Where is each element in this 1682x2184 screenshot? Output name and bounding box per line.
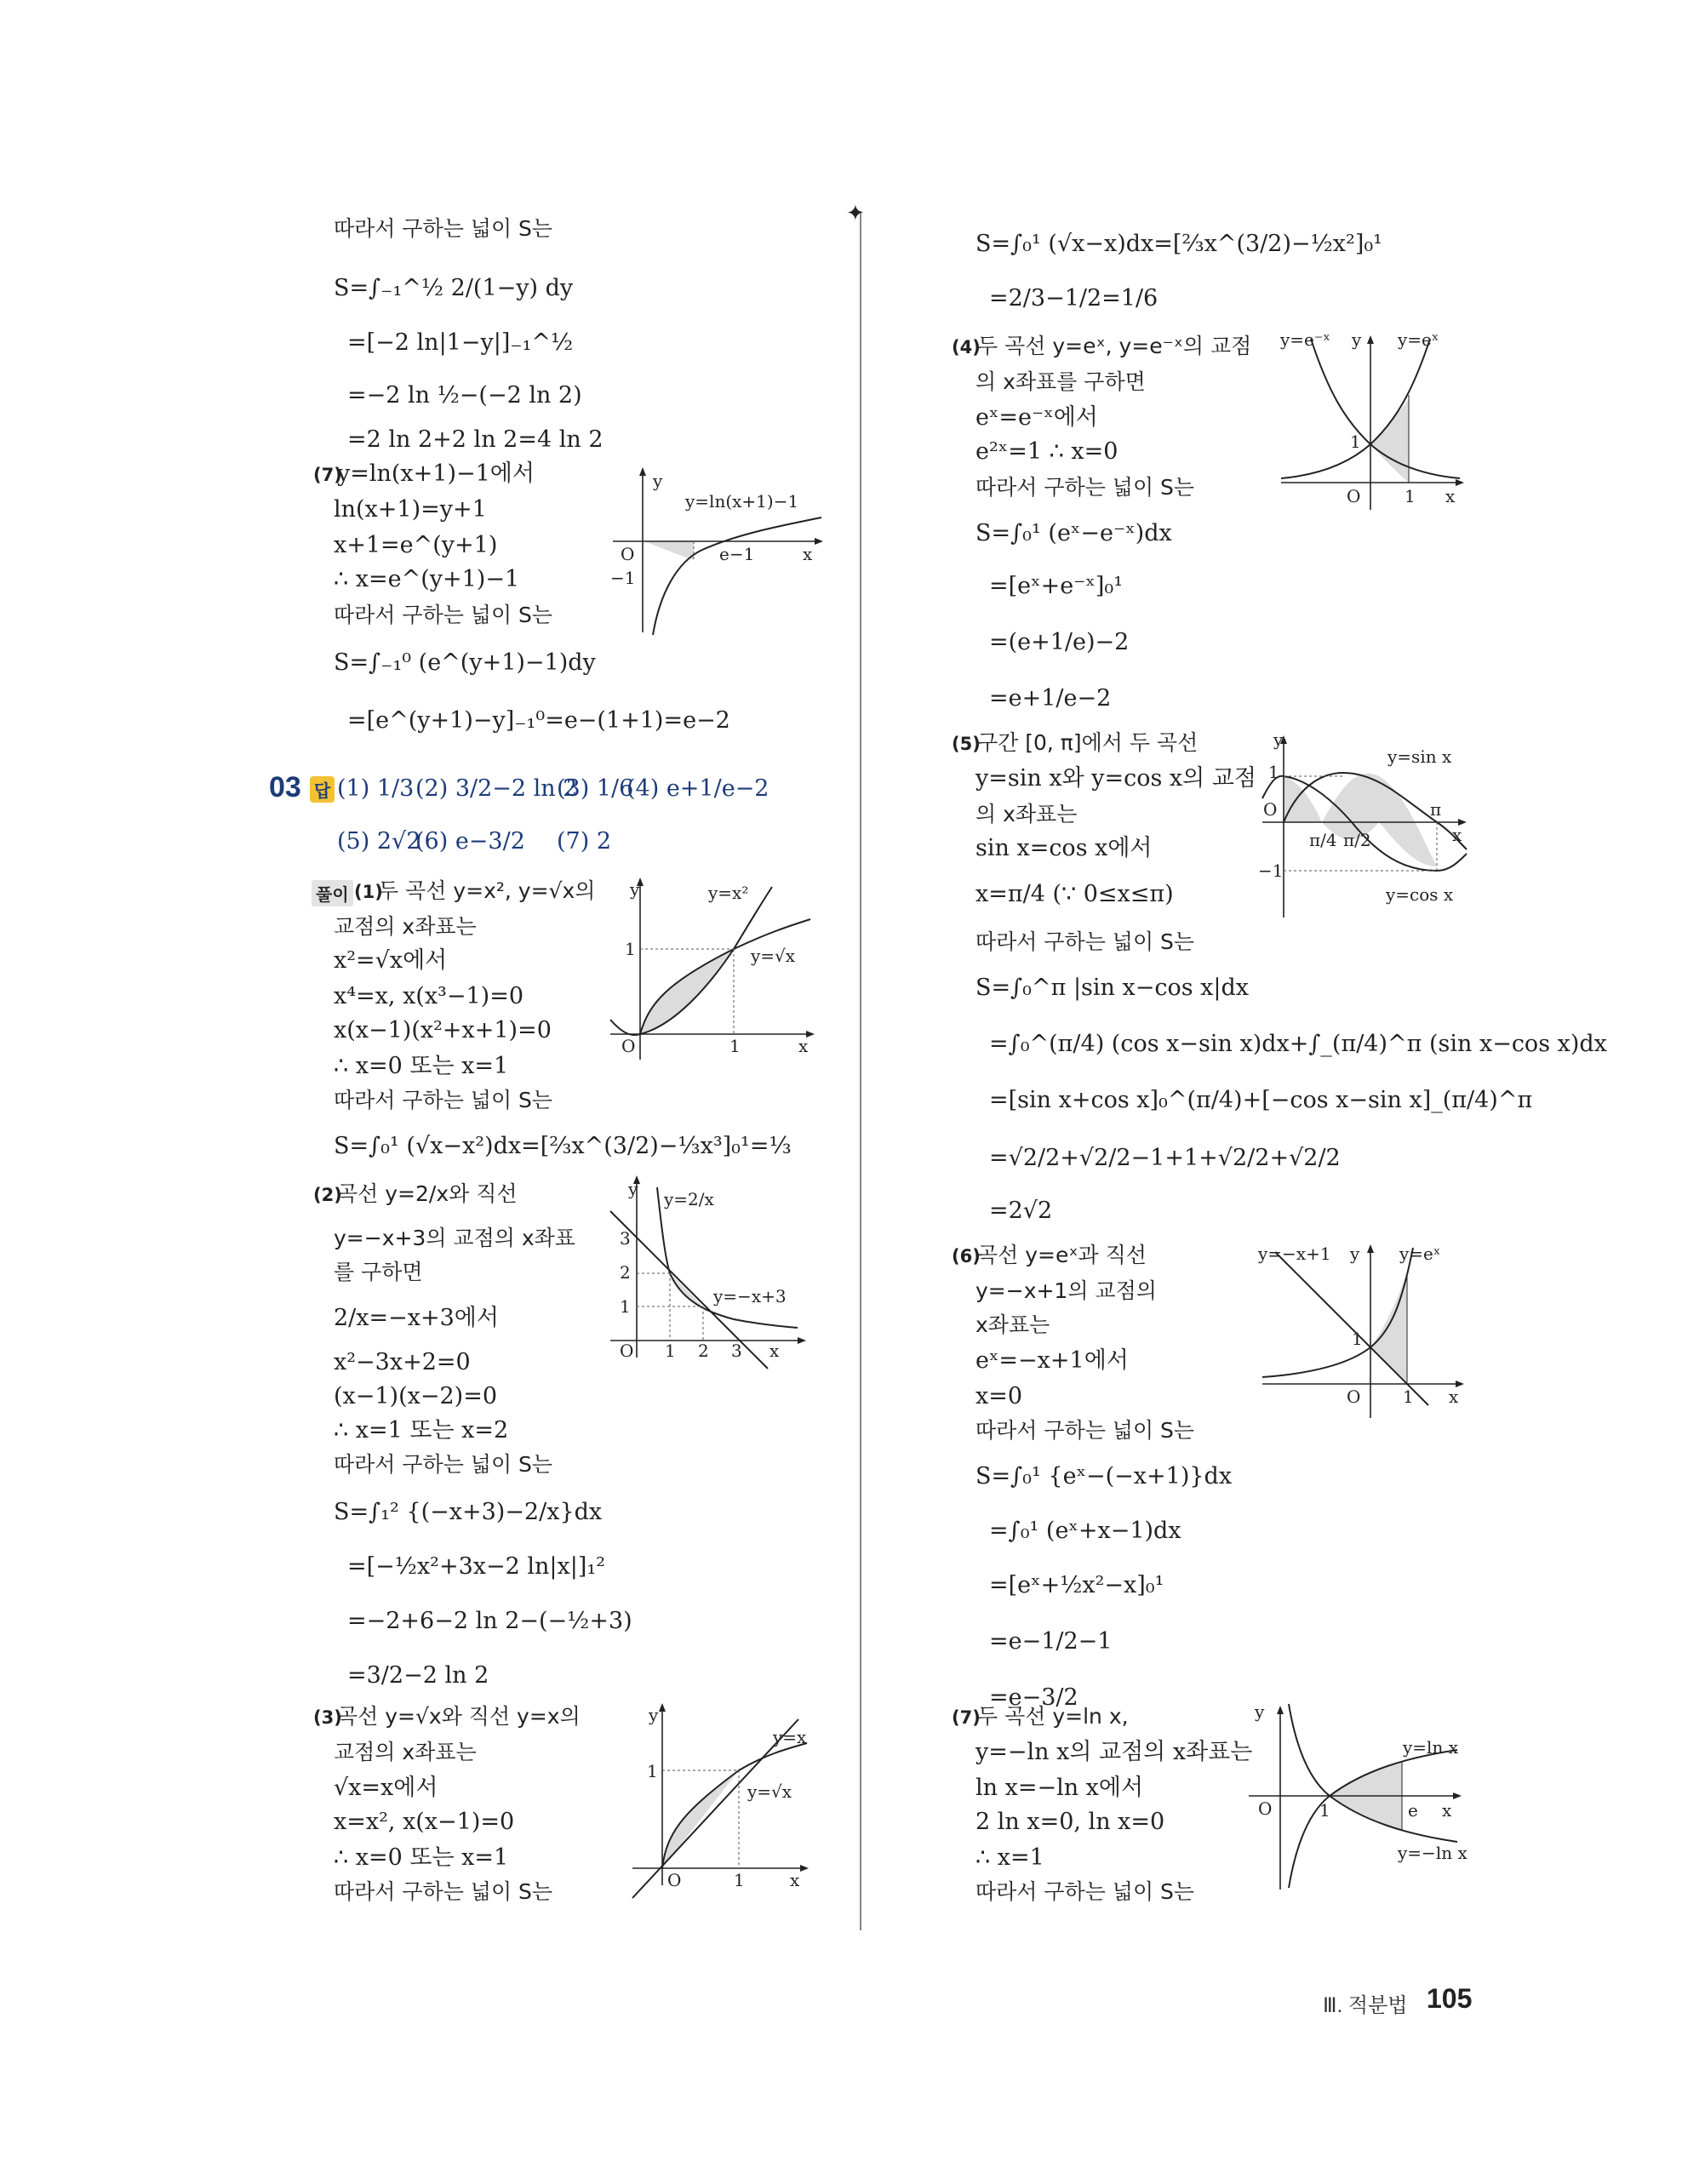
axis-label-y: y [653,471,663,491]
part-label: (4) [952,337,981,357]
formula-line: 2/x=−x+3에서 [334,1305,499,1331]
part-label: (7) [952,1707,981,1728]
tick-label: 1 [620,1296,631,1317]
graph-exp [1277,327,1473,523]
page-number: 105 [1427,1983,1473,2014]
formula-line: =[−2 ln|1−y|]₋₁^½ [347,329,574,356]
curve-label: y=2/x [664,1189,714,1209]
formula-line: eˣ=−x+1에서 [975,1347,1129,1374]
text-line: 따라서 구하는 넓이 S는 [975,929,1195,954]
question-number: 03 [269,771,301,803]
text-line: y=−x+1의 교점의 [975,1278,1157,1303]
axis-label-x: x [803,544,813,564]
formula-line: ∴ x=0 또는 x=1 [334,1844,509,1871]
text-line: 두 곡선 y=eˣ, y=e⁻ˣ의 교점 [977,334,1252,358]
part-label: (1) [354,882,383,902]
tick-label: 1 [734,1870,745,1890]
formula-line: =2√2 [989,1198,1053,1224]
axis-label-y: y [628,1179,638,1199]
formula-line: x(x−1)(x²+x+1)=0 [334,1017,552,1043]
text-line: 곡선 y=2/x와 직선 [337,1181,518,1206]
origin-label: O [1258,1798,1273,1819]
formula-line: x+1=e^(y+1) [334,532,498,558]
formula-line: =−2+6−2 ln 2−(−½+3) [347,1608,632,1634]
tick-label: 2 [620,1262,631,1283]
graph-ln-negln [1244,1702,1466,1898]
formula-line: =e−1/2−1 [989,1628,1113,1655]
curve-label: y=eˣ [1398,329,1439,350]
formula-line: x=x², x(x−1)=0 [334,1809,515,1835]
solution-badge: 풀이 [312,880,353,906]
curve-label: y=√x [751,946,796,966]
answer-item: (3) 1/6 [557,775,634,802]
formula-line: =∫₀¹ (eˣ+x−1)dx [989,1518,1181,1544]
axis-label-y: y [1255,1701,1265,1722]
formula-line: x⁴=x, x(x³−1)=0 [334,983,524,1009]
origin-label: O [1347,486,1361,506]
origin-label: O [621,1036,636,1056]
tick-label: 3 [731,1341,742,1361]
line-label: y=−x+1 [1258,1244,1331,1264]
text-line: 따라서 구하는 넓이 S는 [975,475,1195,500]
text-line: y=−x+3의 교점의 x좌표 [334,1226,575,1250]
axis-label-x: x [1449,1386,1459,1407]
part-label: (6) [952,1246,981,1266]
formula-line: S=∫₁² {(−x+3)−2/x}dx [334,1499,603,1525]
origin-label: O [1263,799,1278,820]
text-line: 교점의 x좌표는 [334,914,477,939]
formula-line: =2/3−1/2=1/6 [989,285,1159,312]
tick-label: 1 [625,939,636,959]
axis-label-x: x [1452,825,1462,845]
tick-label: 1 [1403,1386,1414,1407]
part-label: (5) [952,734,981,754]
text-line: 의 x좌표를 구하면 [975,369,1146,394]
formula-line: ln(x+1)=y+1 [334,496,487,523]
formula-line: sin x=cos x에서 [975,835,1153,861]
text-line: 따라서 구하는 넓이 S는 [334,1452,553,1477]
tick-label: π/4 [1309,830,1337,850]
axis-label-x: x [769,1341,780,1361]
formula-line: ∴ x=0 또는 x=1 [334,1053,509,1079]
tick-label: 1 [665,1341,676,1361]
formula-line: S=∫₀¹ (eˣ−e⁻ˣ)dx [975,520,1172,546]
formula-line: 2 ln x=0, ln x=0 [975,1809,1165,1835]
curve-label: y=ln(x+1)−1 [685,491,799,512]
axis-label-y: y [630,879,640,900]
curve-label: y=cos x [1386,884,1454,905]
formula-line: y=−ln x의 교점의 x좌표는 [975,1739,1253,1765]
formula-line: y=sin x와 y=cos x의 교점 [975,765,1256,792]
origin-label: O [620,1341,634,1361]
formula-line: S=∫₀¹ (√x−x)dx=[⅔x^(3/2)−½x²]₀¹ [975,231,1382,257]
text-line: 따라서 구하는 넓이 S는 [334,1879,553,1904]
text-line: 따라서 구하는 넓이 S는 [334,1088,553,1112]
tick-label: 1 [1319,1800,1330,1821]
formula-line: S=∫₀^π |sin x−cos x|dx [975,975,1250,1001]
part-label: (2) [313,1185,342,1205]
curve-label: y=−ln x [1398,1843,1467,1863]
text-line: 두 곡선 y=ln x, [977,1704,1129,1729]
formula-line: =[−½x²+3x−2 ln|x|]₁² [347,1553,606,1580]
answer-badge: 답 [310,776,335,803]
line-label: y=x [773,1727,807,1747]
formula-line: =3/2−2 ln 2 [347,1662,489,1689]
formula-line: x²=√x에서 [334,947,448,974]
graph-sqrtx-x [628,1702,815,1890]
formula-line: S=∫₀¹ (√x−x²)dx=[⅔x^(3/2)−⅓x³]₀¹=⅓ [334,1133,792,1159]
curve-label: y=x² [708,883,749,903]
answer-item: (4) e+1/e−2 [626,775,769,802]
text-line: 곡선 y=eˣ과 직선 [977,1243,1147,1267]
graph-sin-cos [1258,730,1471,926]
answer-item: (5) 2√2 [337,828,421,855]
origin-label: O [667,1870,682,1890]
tick-label: 1 [1405,486,1416,506]
tick-label: 1 [647,1761,658,1781]
curve-label: y=√x [747,1781,792,1802]
answer-item: (2) 3/2−2 ln 2 [415,775,578,802]
formula-line: S=∫₋₁^½ 2/(1−y) dy [334,275,574,301]
tick-label: −1 [610,568,636,588]
chapter-label: Ⅲ. 적분법 [1323,1994,1408,2017]
text-line: 교점의 x좌표는 [334,1740,477,1764]
axis-label-x: x [1442,1800,1452,1821]
axis-label-x: x [798,1036,809,1056]
tick-label: π/2 [1343,830,1371,850]
axis-label-y: y [649,1705,659,1725]
curve-label: y=eˣ [1399,1244,1441,1264]
axis-label-y: y [1273,729,1284,750]
text-line: 구간 [0, π]에서 두 곡선 [977,730,1199,755]
answer-item: (7) 2 [557,828,612,855]
formula-line: =−2 ln ½−(−2 ln 2) [347,382,582,409]
text-line: x좌표는 [975,1312,1050,1337]
formula-line: =[eˣ+½x²−x]₀¹ [989,1572,1164,1598]
formula-line: x=0 [975,1383,1023,1409]
formula-line: =[eˣ+e⁻ˣ]₀¹ [989,573,1124,599]
formula-line: e²ˣ=1 ∴ x=0 [975,438,1118,465]
formula-line: eˣ=e⁻ˣ에서 [975,404,1098,431]
text-line: 따라서 구하는 넓이 S는 [975,1418,1195,1443]
formula-line: S=∫₀¹ {eˣ−(−x+1)}dx [975,1463,1233,1489]
formula-line: =e−3/2 [989,1684,1078,1711]
tick-label: 1 [1352,1329,1363,1349]
origin-label: O [1347,1386,1361,1407]
answer-item: (1) 1/3 [337,775,415,802]
formula-line: ∴ x=1 [975,1844,1044,1871]
formula-line: =√2/2+√2/2−1+1+√2/2+√2/2 [989,1145,1341,1171]
graph-exp-line [1258,1239,1471,1435]
formula-line: =2 ln 2+2 ln 2=4 ln 2 [347,426,604,453]
divider-ornament-icon: ✦ [846,201,865,226]
axis-label-y: y [1352,329,1362,350]
column-divider [860,211,861,1930]
formula-line: =(e+1/e)−2 [989,629,1130,655]
tick-label: −1 [1258,860,1284,881]
answer-item: (6) e−3/2 [415,828,525,855]
graph-2-over-x [606,1175,810,1362]
part-label: (7) [313,465,342,485]
formula-line: ∴ x=1 또는 x=2 [334,1417,509,1444]
formula-line: S=∫₋₁⁰ (e^(y+1)−1)dy [334,649,596,676]
tick-label: 1 [1350,432,1361,452]
tick-label: e−1 [719,544,755,564]
text-line: 따라서 구하는 넓이 S는 [975,1879,1195,1904]
formula-line: √x=x에서 [334,1775,438,1801]
formula-line: (x−1)(x−2)=0 [334,1383,497,1409]
text-line: 곡선 y=√x와 직선 y=x의 [337,1704,581,1729]
formula-line: =∫₀^(π/4) (cos x−sin x)dx+∫_(π/4)^π (sin x−cos x)dx [989,1031,1607,1057]
axis-label-x: x [790,1870,800,1890]
text-line: 따라서 구하는 넓이 S는 [334,216,553,241]
tick-label: 3 [620,1228,631,1249]
curve-label: y=sin x [1387,746,1452,767]
tick-label: π [1430,799,1442,820]
text-line: 두 곡선 y=x², y=√x의 [378,878,596,903]
formula-line: x=π/4 (∵ 0≤x≤π) [975,881,1174,907]
curve-label: y=e⁻ˣ [1280,329,1330,350]
text-line: 를 구하면 [334,1260,423,1284]
tick-label: e [1408,1800,1418,1821]
graph-x2-sqrtx [606,877,819,1064]
tick-label: 1 [1268,762,1279,782]
formula-line: =e+1/e−2 [989,685,1112,712]
tick-label: 1 [729,1036,741,1056]
text-line: 의 x좌표는 [975,802,1078,826]
formula-line: =[sin x+cos x]₀^(π/4)+[−cos x−sin x]_(π/4)^π [989,1087,1533,1113]
line-label: y=−x+3 [713,1286,787,1306]
formula-line: x²−3x+2=0 [334,1349,471,1375]
formula-line: =[e^(y+1)−y]₋₁⁰=e−(1+1)=e−2 [347,707,730,734]
formula-line: ∴ x=e^(y+1)−1 [334,566,520,592]
formula-line: y=ln(x+1)−1에서 [337,460,535,487]
origin-label: O [621,544,635,564]
part-label: (3) [313,1707,342,1728]
curve-label: y=ln x [1403,1737,1458,1758]
tick-label: 2 [698,1341,709,1361]
axis-label-x: x [1445,486,1456,506]
graph-ln-shift [609,466,830,637]
text-line: 따라서 구하는 넓이 S는 [334,603,553,627]
axis-label-y: y [1350,1244,1360,1264]
formula-line: ln x=−ln x에서 [975,1775,1144,1801]
